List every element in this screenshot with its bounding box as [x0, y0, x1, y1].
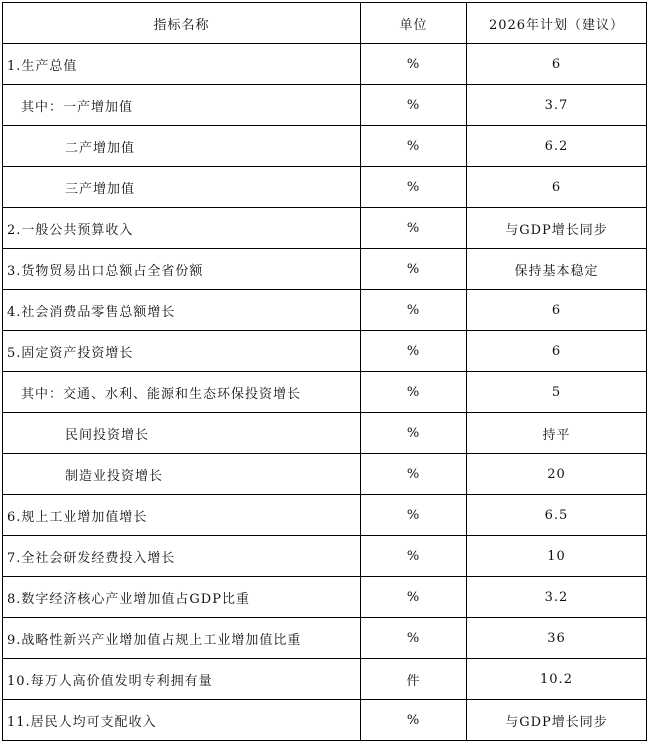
- indicator-name: 11.居民人均可支配收入: [3, 700, 361, 741]
- table-row: [3, 44, 647, 85]
- indicator-unit: %: [361, 372, 467, 413]
- indicator-unit: %: [361, 618, 467, 659]
- indicator-unit: %: [361, 454, 467, 495]
- indicator-name: 9.战略性新兴产业增加值占规上工业增加值比重: [3, 618, 361, 659]
- indicator-plan: 10: [467, 536, 647, 577]
- indicator-name: 其中：一产增加值: [3, 85, 361, 126]
- table-row: [3, 126, 647, 167]
- table-row: [3, 208, 647, 249]
- table-row: [3, 618, 647, 659]
- header-indicator-name: 指标名称: [3, 3, 361, 44]
- table-row: [3, 536, 647, 577]
- indicator-unit: %: [361, 249, 467, 290]
- indicator-unit: %: [361, 44, 467, 85]
- indicator-plan: 与GDP增长同步: [467, 700, 647, 741]
- indicator-unit: %: [361, 331, 467, 372]
- indicator-unit: %: [361, 126, 467, 167]
- table-row: [3, 372, 647, 413]
- indicator-unit: %: [361, 413, 467, 454]
- indicator-unit: %: [361, 290, 467, 331]
- indicator-name: 4.社会消费品零售总额增长: [3, 290, 361, 331]
- indicator-plan: 20: [467, 454, 647, 495]
- table-row: [3, 413, 647, 454]
- indicator-name: 10.每万人高价值发明专利拥有量: [3, 659, 361, 700]
- indicator-name: 三产增加值: [3, 167, 361, 208]
- indicator-unit: %: [361, 577, 467, 618]
- indicator-plan: 6.2: [467, 126, 647, 167]
- header-plan: 2026年计划（建议）: [467, 3, 647, 44]
- indicator-plan: 10.2: [467, 659, 647, 700]
- indicator-unit: %: [361, 208, 467, 249]
- header-unit: 单位: [361, 3, 467, 44]
- indicator-plan: 5: [467, 372, 647, 413]
- indicator-name: 3.货物贸易出口总额占全省份额: [3, 249, 361, 290]
- table-row: [3, 454, 647, 495]
- indicator-plan: 6: [467, 44, 647, 85]
- indicator-unit: %: [361, 536, 467, 577]
- indicator-plan: 6.5: [467, 495, 647, 536]
- indicator-unit: %: [361, 700, 467, 741]
- indicator-name: 8.数字经济核心产业增加值占GDP比重: [3, 577, 361, 618]
- indicator-plan: 6: [467, 290, 647, 331]
- indicator-name: 其中：交通、水利、能源和生态环保投资增长: [3, 372, 361, 413]
- table-row: [3, 85, 647, 126]
- indicator-unit: %: [361, 495, 467, 536]
- table-row: [3, 577, 647, 618]
- indicator-name: 5.固定资产投资增长: [3, 331, 361, 372]
- indicator-table: [2, 2, 647, 741]
- indicator-plan: 6: [467, 331, 647, 372]
- indicator-plan: 6: [467, 167, 647, 208]
- table-header-row: [3, 3, 647, 44]
- table-row: [3, 659, 647, 700]
- indicator-name: 7.全社会研发经费投入增长: [3, 536, 361, 577]
- indicator-name: 1.生产总值: [3, 44, 361, 85]
- table-row: [3, 167, 647, 208]
- indicator-unit: %: [361, 85, 467, 126]
- indicator-plan: 3.7: [467, 85, 647, 126]
- indicator-name: 民间投资增长: [3, 413, 361, 454]
- table-row: [3, 331, 647, 372]
- indicator-unit: %: [361, 167, 467, 208]
- table-row: [3, 249, 647, 290]
- indicator-plan: 与GDP增长同步: [467, 208, 647, 249]
- indicator-name: 2.一般公共预算收入: [3, 208, 361, 249]
- indicator-plan: 36: [467, 618, 647, 659]
- indicator-name: 6.规上工业增加值增长: [3, 495, 361, 536]
- indicator-unit: 件: [361, 659, 467, 700]
- table-row: [3, 700, 647, 741]
- indicator-plan: 持平: [467, 413, 647, 454]
- table-row: [3, 495, 647, 536]
- indicator-plan: 3.2: [467, 577, 647, 618]
- indicator-plan: 保持基本稳定: [467, 249, 647, 290]
- indicator-name: 二产增加值: [3, 126, 361, 167]
- table-row: [3, 290, 647, 331]
- indicator-name: 制造业投资增长: [3, 454, 361, 495]
